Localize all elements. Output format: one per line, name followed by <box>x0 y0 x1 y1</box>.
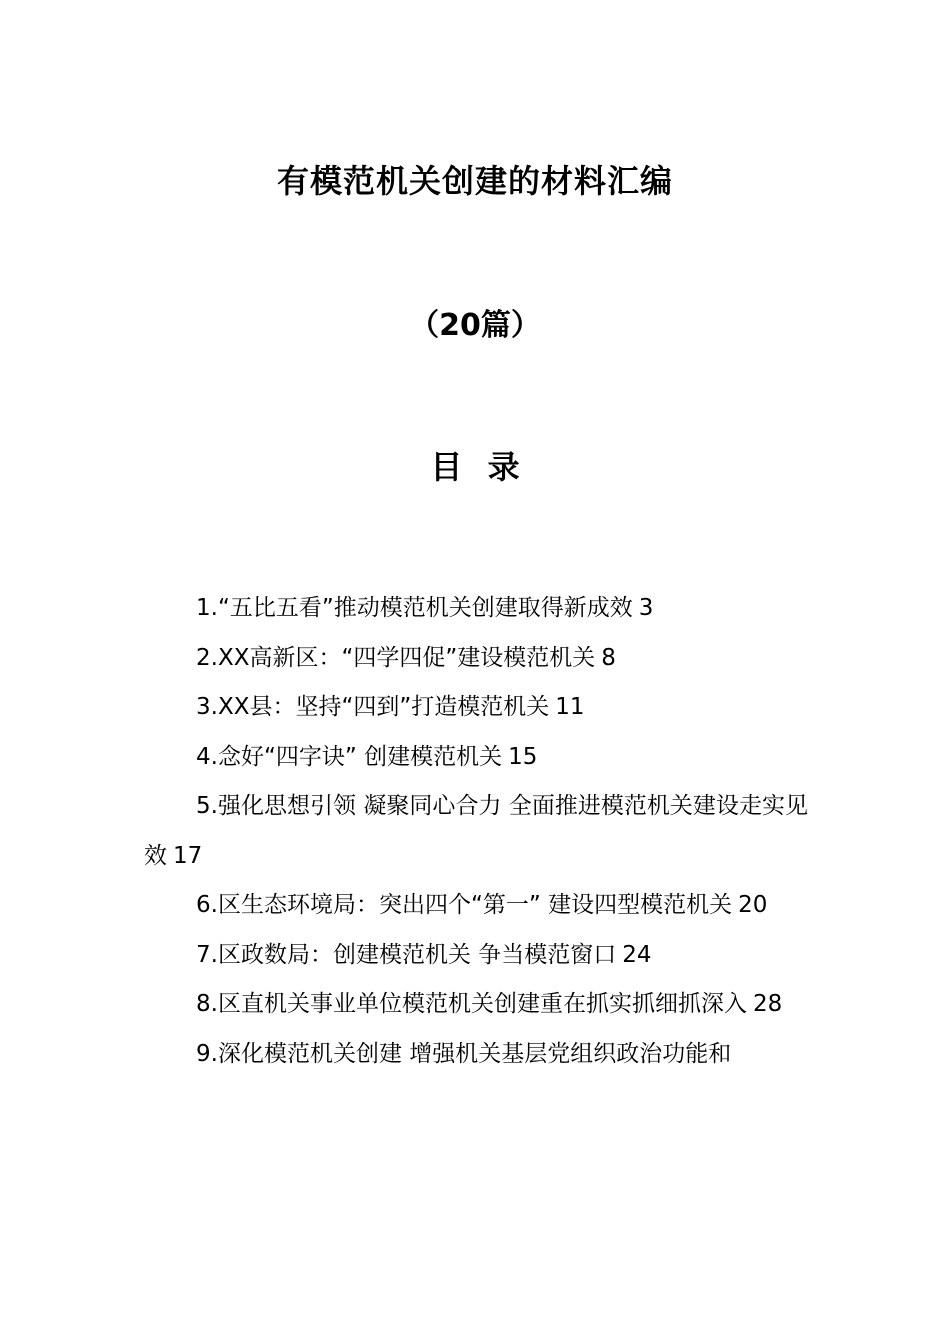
toc-entry[interactable] <box>144 584 808 634</box>
toc-entry[interactable] <box>144 782 808 881</box>
toc-entry-page: 8 <box>601 644 616 671</box>
document-subtitle: （20篇） <box>409 308 541 343</box>
toc-entry-page: 15 <box>508 743 538 770</box>
toc-entry-label: 5.强化思想引领 凝聚同心合力 全面推进模范机关建设走实见效 <box>144 793 808 869</box>
toc-entry[interactable] <box>144 634 808 684</box>
toc-entry[interactable] <box>144 683 808 733</box>
toc-entry[interactable] <box>144 980 808 1030</box>
toc-entry-label: 2.XX高新区：“四学四促”建设模范机关 <box>196 644 596 671</box>
toc-entry-label: 6.区生态环境局：突出四个“第一” 建设四型模范机关 <box>196 892 733 918</box>
toc-entry-page: 17 <box>173 842 203 869</box>
document-title: 有模范机关创建的材料汇编 <box>276 162 673 200</box>
toc-entry-label: 3.XX县：坚持“四到”打造模范机关 <box>196 694 550 720</box>
toc-entry-label: 4.念好“四字诀” 创建模范机关 <box>196 743 503 770</box>
toc-entry-page: 24 <box>622 941 652 968</box>
table-of-contents <box>144 584 808 1079</box>
toc-entry-page: 28 <box>752 991 783 1017</box>
toc-entry[interactable] <box>144 881 808 931</box>
toc-heading: 目 录 <box>430 448 520 486</box>
toc-entry-page: 20 <box>738 892 768 918</box>
toc-entry-label: 1.“五比五看”推动模范机关创建取得新成效 <box>196 595 633 621</box>
toc-entry-label: 9.深化模范机关创建 增强机关基层党组织政治功能和 <box>196 1040 732 1067</box>
toc-entry-page: 11 <box>555 694 585 720</box>
toc-entry-label: 7.区政数局：创建模范机关 争当模范窗口 <box>196 941 617 968</box>
toc-entry[interactable] <box>144 931 808 981</box>
toc-entry-label: 8.区直机关事业单位模范机关创建重在抓实抓细抓深入 <box>196 991 747 1017</box>
toc-entry[interactable] <box>144 733 808 783</box>
toc-entry[interactable] <box>144 1030 808 1080</box>
toc-entry-page: 3 <box>638 595 654 621</box>
